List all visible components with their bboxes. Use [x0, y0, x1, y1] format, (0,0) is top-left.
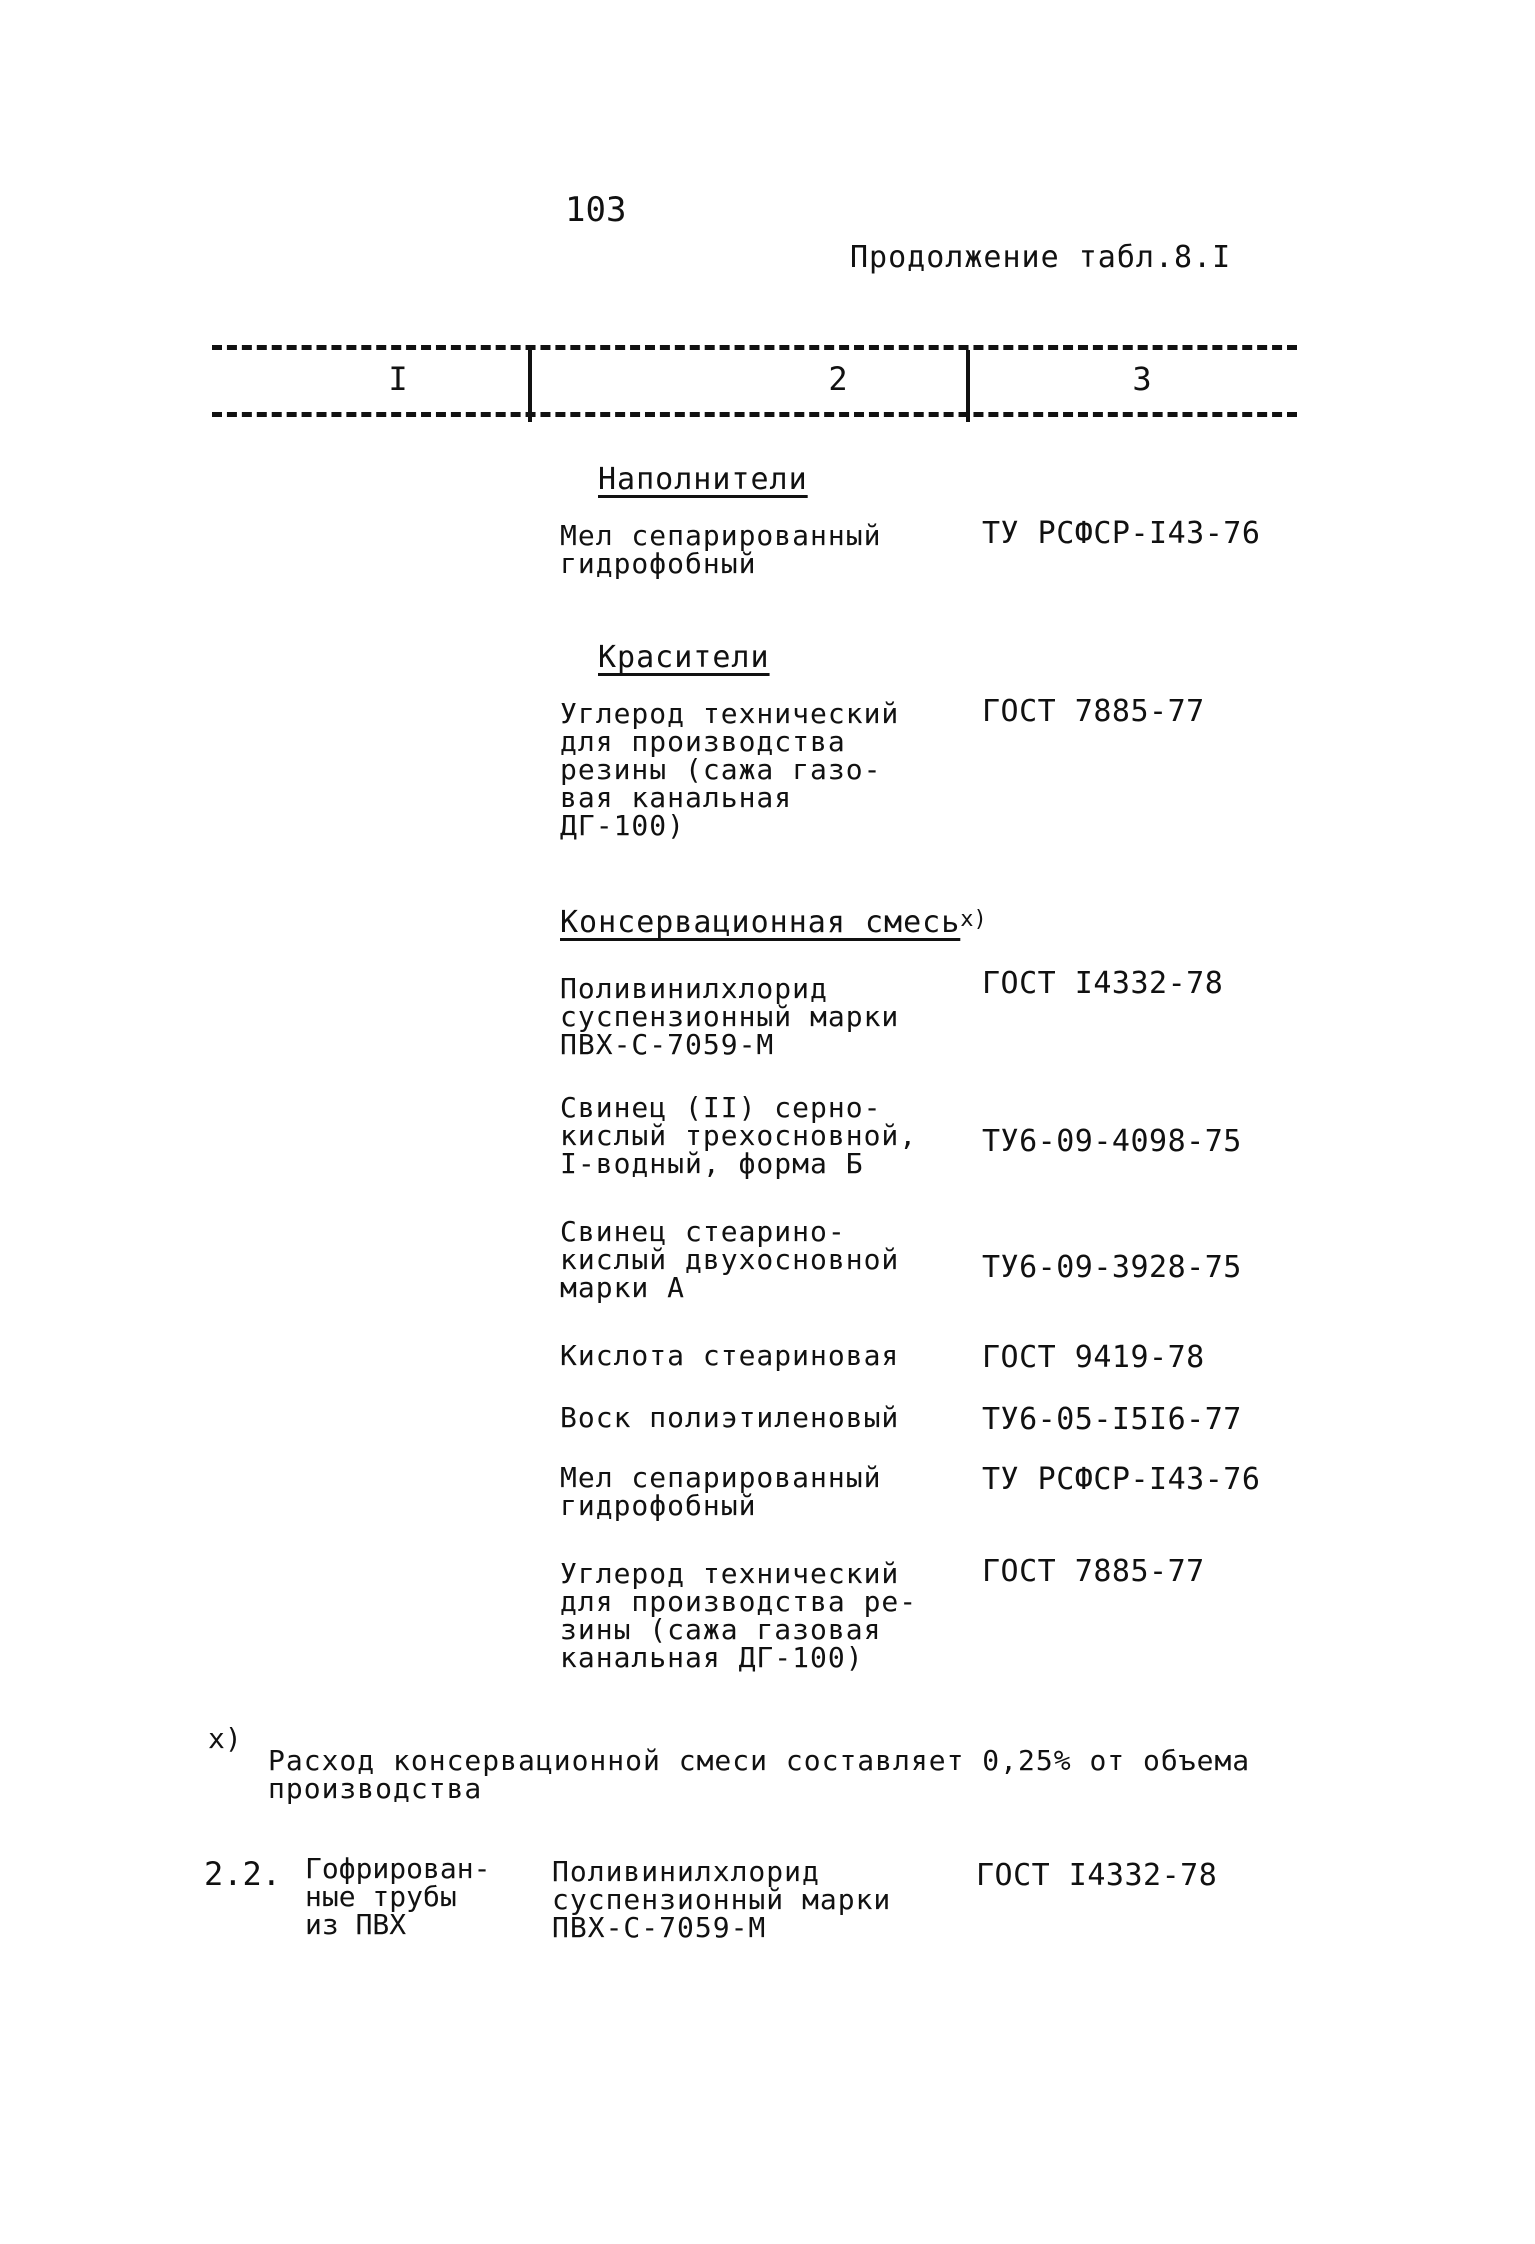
material-text: Кислота стеариновая	[560, 1339, 900, 1372]
standard-text: ГОСТ I4332-78	[982, 966, 1224, 1001]
material-text: Свинец стеарино- кислый двухосновной марки А	[560, 1215, 900, 1304]
section-title-preservation: Консервационная смесь	[560, 905, 961, 940]
material-text: Углерод технический для производства резины (сажа газо- вая канальная ДГ-100)	[560, 697, 900, 842]
standard-text: ГОСТ 7885-77	[982, 1554, 1205, 1589]
material-text: Свинец (II) серно- кислый трехосновной, I-водный, форма Б	[560, 1091, 918, 1180]
table-top-rule	[212, 345, 1297, 350]
standard-text: ГОСТ I4332-78	[976, 1858, 1218, 1893]
section-title-dyes: Красители	[598, 640, 770, 675]
page-number: 103	[565, 190, 627, 230]
footnote-text: Расход консервационной смеси составляет 0,25% от объема производства	[268, 1744, 1251, 1805]
standard-text: ГОСТ 7885-77	[982, 694, 1205, 729]
material-text: Мел сепарированный гидрофобный	[560, 519, 882, 580]
standard-text: ГОСТ 9419-78	[982, 1340, 1205, 1375]
material-text: Поливинилхлорид суспензионный марки ПВХ-С-7059-М	[552, 1855, 892, 1944]
material-text: Углерод технический для производства ре- зины (сажа газовая канальная ДГ-100)	[560, 1557, 918, 1674]
standard-text: ТУ РСФСР-I43-76	[982, 1462, 1261, 1497]
section-title-fillers: Наполнители	[598, 462, 808, 497]
table-header-bottom-rule	[212, 412, 1297, 417]
column-header-2: 2	[828, 360, 848, 398]
footnote-reference: x)	[960, 906, 987, 932]
standard-text: ТУ РСФСР-I43-76	[982, 516, 1261, 551]
item-name: Гофрирован- ные трубы из ПВХ	[305, 1852, 491, 1941]
item-number: 2.2.	[204, 1855, 282, 1893]
footnote-mark: x)	[208, 1722, 242, 1755]
standard-text: ТУ6-05-I5I6-77	[982, 1402, 1242, 1437]
column-header-1: I	[388, 360, 408, 398]
material-text: Воск полиэтиленовый	[560, 1401, 900, 1434]
standard-text: ТУ6-09-3928-75	[982, 1250, 1242, 1285]
standard-text: ТУ6-09-4098-75	[982, 1124, 1242, 1159]
material-text: Поливинилхлорид суспензионный марки ПВХ-С-7059-М	[560, 972, 900, 1061]
material-text: Мел сепарированный гидрофобный	[560, 1461, 882, 1522]
column-header-3: 3	[1132, 360, 1152, 398]
section-title-preservation-wrap	[560, 905, 987, 940]
continuation-title: Продолжение табл.8.I	[850, 240, 1232, 275]
